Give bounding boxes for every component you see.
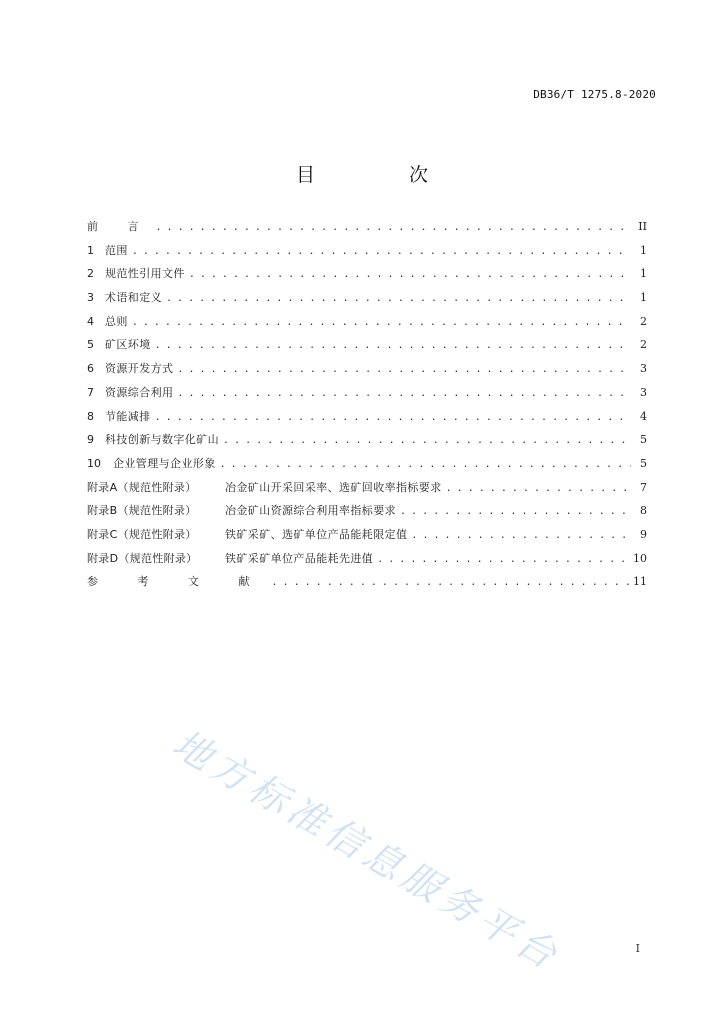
toc-entry[interactable] <box>87 455 647 479</box>
toc-dot-leader <box>177 364 631 375</box>
toc-entry-page: 3 <box>640 362 647 376</box>
toc-entry-label: 范围 <box>105 243 128 257</box>
standard-code: DB36/T 1275.8-2020 <box>533 88 656 101</box>
toc-entry-number: 4 <box>87 314 94 328</box>
toc-entry[interactable] <box>87 550 647 574</box>
toc-entry-number: 3 <box>87 291 94 305</box>
toc-entry-page: 2 <box>640 314 647 328</box>
toc-entry-label: 铁矿采矿、选矿单位产品能耗限定值 <box>225 527 408 541</box>
toc-entry[interactable] <box>87 265 647 289</box>
toc-dot-leader <box>177 388 631 399</box>
toc-appendix-tag: 附录A（规范性附录） <box>87 480 197 494</box>
toc-appendix-tag: 附录D（规范性附录） <box>87 551 198 565</box>
toc-entry-label: 企业管理与企业形象 <box>113 456 216 470</box>
toc-entry[interactable] <box>87 242 647 266</box>
toc-entry[interactable] <box>87 360 647 384</box>
toc-entry[interactable] <box>87 526 647 550</box>
toc-entry-label: 冶金矿山资源综合利用率指标要求 <box>225 504 396 518</box>
toc-dot-leader <box>156 222 632 233</box>
toc-entry-page: 1 <box>640 267 647 281</box>
toc-entry-page: 5 <box>640 433 647 447</box>
toc-entry[interactable] <box>87 384 647 408</box>
toc-entry-label: 前 言 <box>87 220 152 233</box>
toc-dot-leader <box>155 412 631 423</box>
toc-entry-label: 节能减排 <box>105 409 151 423</box>
toc-entry[interactable] <box>87 479 647 503</box>
toc-entry-label: 资源开发方式 <box>105 362 174 376</box>
toc-dot-leader <box>189 269 631 280</box>
toc-entry-page: 2 <box>640 338 647 352</box>
toc-dot-leader <box>400 506 631 517</box>
toc-entry-label: 资源综合利用 <box>105 385 174 399</box>
toc-entry-page: II <box>638 220 647 233</box>
watermark: 地方标准信息服务平台 <box>165 721 569 980</box>
toc-dot-leader <box>166 293 631 304</box>
toc-entry-number: 6 <box>87 362 94 376</box>
toc-dot-leader <box>132 317 631 328</box>
toc-entry-label: 铁矿采矿单位产品能耗先进值 <box>225 551 374 565</box>
toc-entry-page: 3 <box>640 385 647 399</box>
toc-entry-page: 11 <box>633 575 647 589</box>
toc-entry[interactable] <box>87 408 647 432</box>
toc-entry-label: 参 考 文 献 <box>87 575 268 589</box>
toc-dot-leader <box>155 340 631 351</box>
toc-appendix-tag: 附录B（规范性附录） <box>87 504 197 518</box>
toc-dot-leader <box>220 459 631 470</box>
toc-entry-page: 9 <box>640 527 647 541</box>
toc-entry-label: 术语和定义 <box>105 291 162 305</box>
toc-entry-number: 8 <box>87 409 94 423</box>
toc-dot-leader <box>272 577 630 588</box>
toc-entry-number: 2 <box>87 267 94 281</box>
toc-entry[interactable] <box>87 431 647 455</box>
toc-dot-leader <box>446 483 631 494</box>
toc-entry[interactable] <box>87 218 647 242</box>
toc-entry-number: 7 <box>87 385 94 399</box>
toc-entry[interactable] <box>87 573 647 597</box>
page-title: 目 次 <box>295 164 473 186</box>
toc-dot-leader <box>411 530 631 541</box>
toc-entry-page: 7 <box>640 480 647 494</box>
toc-dot-leader <box>377 554 629 565</box>
toc-entry-page: 4 <box>640 409 647 423</box>
toc-entry-label: 规范性引用文件 <box>105 267 185 281</box>
toc-entry-page: 1 <box>640 243 647 257</box>
toc-entry-number: 1 <box>87 243 94 257</box>
toc-dot-leader <box>223 435 631 446</box>
page-number: I <box>635 942 640 955</box>
toc-entry-label: 科技创新与数字化矿山 <box>105 433 219 447</box>
toc-entry-label: 矿区环境 <box>105 338 151 352</box>
toc-entry[interactable] <box>87 502 647 526</box>
table-of-contents <box>87 218 647 597</box>
toc-entry-number: 10 <box>87 456 101 470</box>
toc-dot-leader <box>132 246 631 257</box>
toc-entry[interactable] <box>87 313 647 337</box>
toc-appendix-tag: 附录C（规范性附录） <box>87 527 197 541</box>
toc-entry-page: 8 <box>640 504 647 518</box>
toc-entry-number: 9 <box>87 433 94 447</box>
toc-entry-page: 1 <box>640 291 647 305</box>
toc-entry-label: 冶金矿山开采回采率、选矿回收率指标要求 <box>225 480 442 494</box>
toc-entry[interactable] <box>87 336 647 360</box>
toc-entry[interactable] <box>87 289 647 313</box>
toc-entry-label: 总则 <box>105 314 128 328</box>
toc-entry-page: 10 <box>633 551 647 565</box>
toc-entry-number: 5 <box>87 338 94 352</box>
toc-entry-page: 5 <box>640 456 647 470</box>
